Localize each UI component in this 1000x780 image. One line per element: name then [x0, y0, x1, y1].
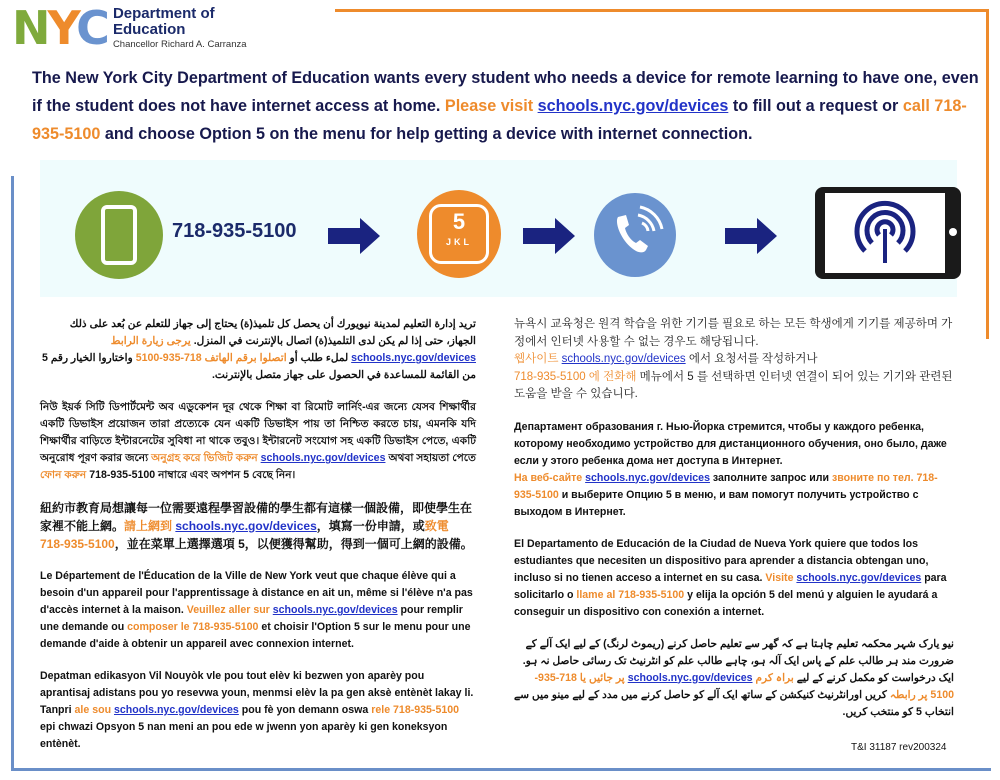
highlight: ফোন করুন	[40, 469, 87, 481]
devices-link[interactable]: schools.nyc.gov/devices	[113, 704, 239, 716]
left-column	[40, 316, 476, 768]
haitian-paragraph	[40, 668, 476, 753]
text: 메뉴에서 5 를 선택하면 인터넷 연결이 되어 있는 기기와 관련된 도움을 받을 수 있습니다.	[514, 370, 953, 400]
text: অথবা সহায়তা পেতে	[385, 452, 476, 464]
intro-paragraph	[32, 64, 982, 148]
key-number: 5	[452, 209, 466, 234]
text: pour remplir une demande ou	[40, 604, 463, 633]
orange-border-top	[335, 9, 989, 12]
nyc-logo-mark: NYC	[12, 1, 107, 55]
phone-call-icon	[594, 193, 676, 277]
blue-border-bottom	[11, 768, 991, 771]
text: pou fè yon demann oswa	[238, 704, 372, 716]
text: Le Département de l'Éducation de la Ville de New York veut que chaque élève qui a besoin d'un appareil pour l'apprentissage à distance en ait un, même si l'élève n'a pas d'accès internet à la maison.	[40, 570, 473, 616]
highlight: براہ کرم	[755, 671, 794, 684]
devices-link[interactable]: schools.nyc.gov/devices	[796, 571, 922, 584]
text: Depatman edikasyon Vil Nouyòk vle pou tout elèv ki bezwen yon aparèy pou aprantisaj adistans pou yo resevwa youn, menmsi elèv la pa gen aksè entènèt lakay li. Tanpri	[40, 670, 474, 716]
text: y elija la opción 5 del menú y alguien le ayudará a conseguir un dispositivo con conexión a internet.	[514, 588, 938, 618]
russian-paragraph	[514, 419, 954, 521]
devices-link[interactable]: schools.nyc.gov/devices	[585, 471, 710, 484]
arrow-right-icon	[523, 218, 575, 254]
text: para solicitarlo o	[514, 571, 947, 601]
korean-paragraph	[514, 316, 954, 404]
highlight: Visite	[765, 571, 797, 584]
text: et choisir l'Option 5 sur le menu pour une demande d'aide à obtenir un appareil avec connexion internet.	[40, 621, 471, 650]
text: 718-935-5100 নাম্বারে এবং অপশন 5 বেছে নিন।	[86, 469, 296, 481]
highlight: اتصلوا برقم الهاتف 718-935-5100	[135, 352, 287, 364]
devices-link[interactable]: schools.nyc.gov/devices	[351, 352, 476, 364]
orange-border-right	[986, 9, 989, 339]
text: заполните запрос или	[709, 471, 832, 484]
text: ，並在菜單上選擇選項 5，以便獲得幫助，得到一個可上網的設備。	[114, 537, 473, 551]
text: واختاروا الخيار رقم 5 من القائمة للمساعدة في الحصول على جهاز متصل بالإنترنت.	[42, 352, 476, 381]
highlight: composer le 718-935-5100	[127, 621, 259, 633]
mobile-phone-icon	[75, 191, 163, 279]
blue-border-left	[11, 176, 14, 770]
intro-visit: Please visit	[444, 97, 538, 115]
text: لملء طلب أو	[286, 352, 352, 364]
highlight: rele 718-935-5100	[371, 704, 460, 716]
phone-number: 718-935-5100	[172, 220, 297, 242]
devices-link[interactable]: schools.nyc.gov/devices	[260, 452, 386, 464]
chancellor-name: Chancellor Richard A. Carranza	[112, 39, 247, 50]
spanish-paragraph	[514, 536, 954, 621]
text: ，填寫一份申請，或	[316, 519, 425, 533]
bengali-paragraph	[40, 399, 476, 484]
devices-link[interactable]: schools.nyc.gov/devices	[627, 671, 753, 684]
tablet-wifi-icon	[815, 187, 961, 279]
intro-text: to fill out a request or	[728, 97, 903, 115]
text: تريد إدارة التعليم لمدينة نيويورك أن يحصل كل تلميذ(ة) يحتاج إلى جهاز للتعلم عن بُعد على ذلك الجهاز، حتى إذا لم يكن لدى التلميذ(ة) اتصال بالإنترنت في المنزل.	[69, 318, 476, 347]
nyc-doe-logo	[12, 1, 247, 55]
text: নিউ ইয়র্ক সিটি ডিপার্টমেন্ট অব এডুকেশন দূর থেকে শিক্ষা বা রিমোট লার্নিং-এর জন্যে যেসব শিক্ষার্থীর একটি ডিভাইস প্রয়োজন তারা প্রত্যেকে যেন একটি ডিভাইস পায় তা নিশ্চিত করতে চায়, এমনকি যদি শিক্ষার্থীর বাড়িতে ইন্টারনেটের সুবিধা না থাকে তবুও। ইন্টারনেট সংযোগ সহ একটি ডিভাইস পেতে, একটি অনুরোধ পূরণ করার জন্যে	[40, 401, 476, 464]
org-name-line1: Department of	[112, 5, 215, 22]
intro-text: The New York City Department of Education wants every student who needs a device for remote learning to have one, even if the student does not have internet access at home.	[32, 69, 979, 115]
highlight: 致電 718-935-5100	[40, 519, 449, 551]
french-paragraph	[40, 568, 476, 653]
chinese-paragraph	[40, 499, 476, 553]
text: El Departamento de Educación de la Ciudad de Nueva York quiere que todos los estudiantes que necesiten un dispositivo para aprender a distancia obtengan uno, incluso si no tienen acceso a internet en su casa.	[514, 537, 929, 584]
document-reference: T&I 31187 rev200324	[851, 742, 947, 753]
highlight: ale sou	[74, 704, 114, 716]
devices-link[interactable]: schools.nyc.gov/devices	[272, 604, 398, 616]
text: Департамент образования г. Нью-Йорка стремится, чтобы у каждого ребенка, которому необходимо устройство для дистанционного обучения, оно было, даже если у этого ребенка дома нет доступа в Интернет.	[514, 420, 947, 467]
intro-text: and choose Option 5 on the menu for help getting a device with internet connection.	[100, 125, 753, 143]
highlight: অনুগ্রহ করে ভিজিট করুন	[151, 452, 258, 464]
keypad-5-icon	[417, 190, 501, 278]
text: کریں اورانٹرنیٹ کنیکشن کے ساتھ ایک آلے کو حاصل کرنے میں مدد کے لیے مینو میں سے انتخاب 5 کو منتخب کریں.	[513, 688, 954, 718]
text: epi chwazi Opsyon 5 nan meni an pou ede w jwenn yon aparèy ki gen koneksyon entènèt.	[40, 721, 448, 750]
text: 뉴욕시 교육청은 원격 학습을 위한 기기를 필요로 하는 모든 학생에게 기기를 제공하며 가정에서 인터넷 사용할 수 없는 경우도 해당됩니다.	[514, 318, 953, 348]
arrow-right-icon	[328, 218, 380, 254]
right-column	[514, 316, 954, 736]
text: نیو یارک شہر محکمہ تعلیم چاہتا ہے کہ گھر سے تعلیم حاصل کرنے (ریموٹ لرنگ) کے لیے ایک آلے کے ضرورت مند ہر طالب علم کے پاس ایک آلہ ہو، چاہے طالب علم کو انٹرنیٹ تک رسائی حاصل نہ ہو. ایک درخواست کو مکمل کرنے کے لیے	[522, 637, 954, 684]
text: и выберите Опцию 5 в меню, и вам помогут получить устройство с выходом в Интернет.	[514, 488, 919, 518]
highlight: звоните по тел. 718-935-5100	[514, 471, 938, 501]
highlight: llame al 718-935-5100	[576, 588, 685, 601]
text: 紐約市教育局想讓每一位需要遠程學習設備的學生都有這樣一個設備，即使學生在家裡不能上網。	[40, 501, 473, 533]
key-letters: JKL	[445, 237, 472, 247]
devices-link[interactable]: schools.nyc.gov/devices	[537, 97, 729, 115]
highlight: 웹사이트	[514, 353, 562, 365]
org-name-line2: Education	[112, 21, 186, 38]
devices-link[interactable]: schools.nyc.gov/devices	[561, 353, 686, 365]
highlight: 718-935-5100 에 전화해	[514, 370, 637, 383]
text: 에서 요청서를 작성하거나	[685, 353, 818, 365]
urdu-paragraph	[514, 636, 954, 721]
intro-call: call 718-935-5100	[32, 97, 967, 143]
arrow-right-icon	[725, 218, 777, 254]
devices-link[interactable]: schools.nyc.gov/devices	[175, 519, 317, 533]
arabic-paragraph	[40, 316, 476, 384]
highlight: پر جائیں یا 718-935-5100 پر رابطہ	[534, 671, 954, 701]
highlight: Veuillez aller sur	[186, 604, 273, 616]
highlight: يرجى زيارة الرابط	[110, 335, 191, 347]
highlight: На веб-сайте	[514, 471, 586, 484]
highlight: 請上網到	[124, 519, 176, 533]
